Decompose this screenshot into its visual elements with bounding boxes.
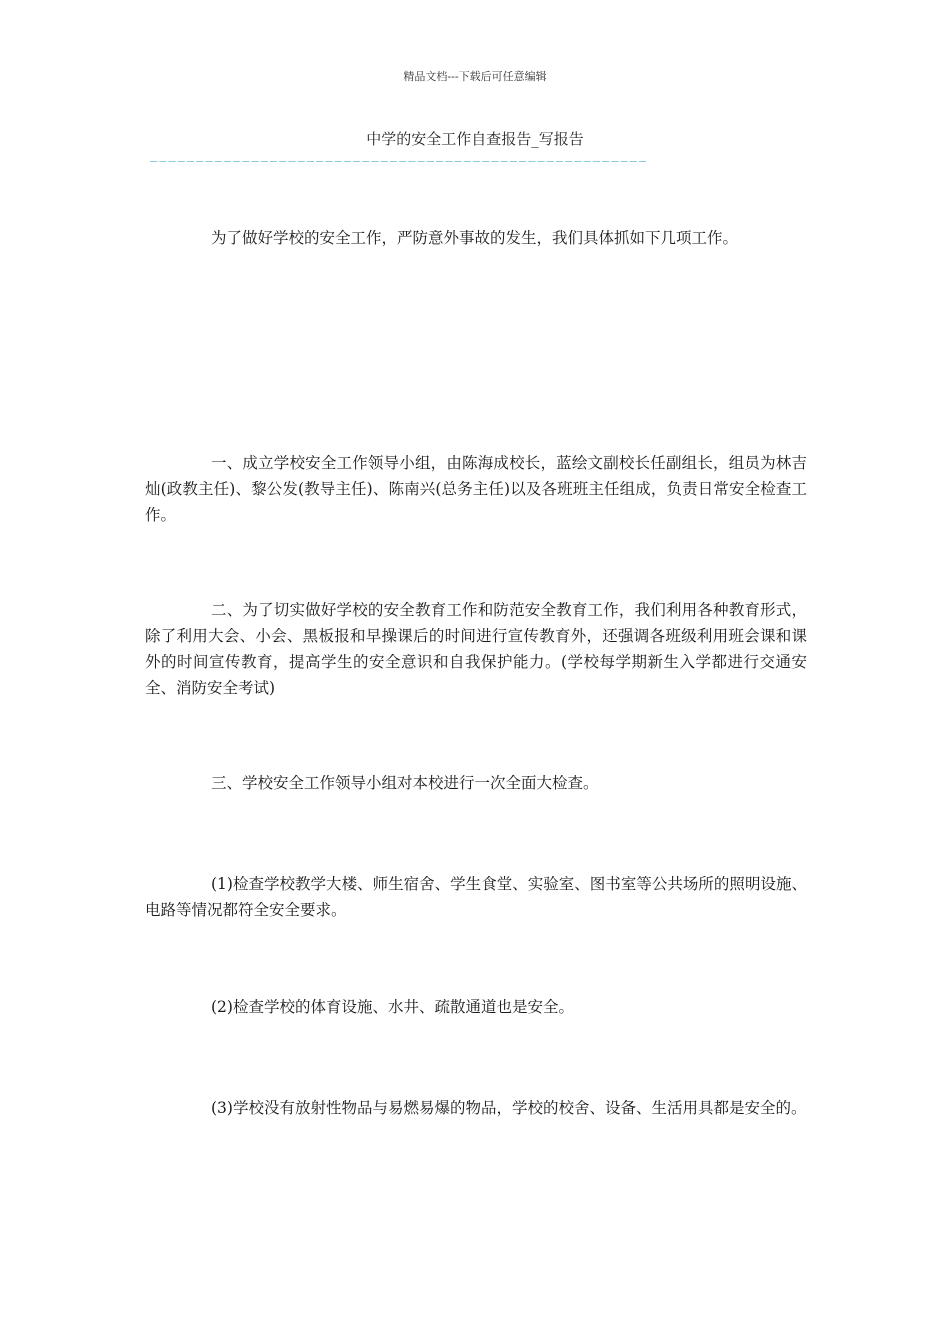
paragraph-section-3: 三、学校安全工作领导小组对本校进行一次全面大检查。: [211, 774, 599, 792]
paragraph-item-2: (2)检查学校的体育设施、水井、疏散通道也是安全。: [211, 998, 574, 1016]
paragraph-item-3: (3)学校没有放射性物品与易燃易爆的物品，学校的校舍、设备、生活用具都是安全的。: [211, 1099, 807, 1117]
document-title: 中学的安全工作自查报告_写报告: [366, 130, 584, 148]
title-divider: ——————————————————————————————————————————————————————: [150, 154, 649, 168]
paragraph-intro: 为了做好学校的安全工作，严防意外事故的发生，我们具体抓如下几项工作。: [211, 229, 739, 247]
paragraph-item-1: (1)检查学校教学大楼、师生宿舍、学生食堂、实验室、图书室等公共场所的照明设施、电路等情况都符全安全要求。: [145, 875, 807, 919]
paragraph-section-1: 一、成立学校安全工作领导小组，由陈海成校长，蓝绘文副校长任副组长，组员为林吉灿(政教主任)、黎公发(教导主任)、陈南兴(总务主任)以及各班班主任组成，负责日常安全检查工作。: [145, 454, 807, 524]
header-note: 精品文档---下载后可任意编辑: [403, 70, 547, 83]
paragraph-section-2: 二、为了切实做好学校的安全教育工作和防范安全教育工作，我们利用各种教育形式，除了利用大会、小会、黑板报和早操课后的时间进行宣传教育外，还强调各班级利用班会课和课外的时间宣传教育，提高学生的安全意识和自我保护能力。(学校每学期新生入学都进行交通安全、消防安全考试): [145, 601, 807, 697]
